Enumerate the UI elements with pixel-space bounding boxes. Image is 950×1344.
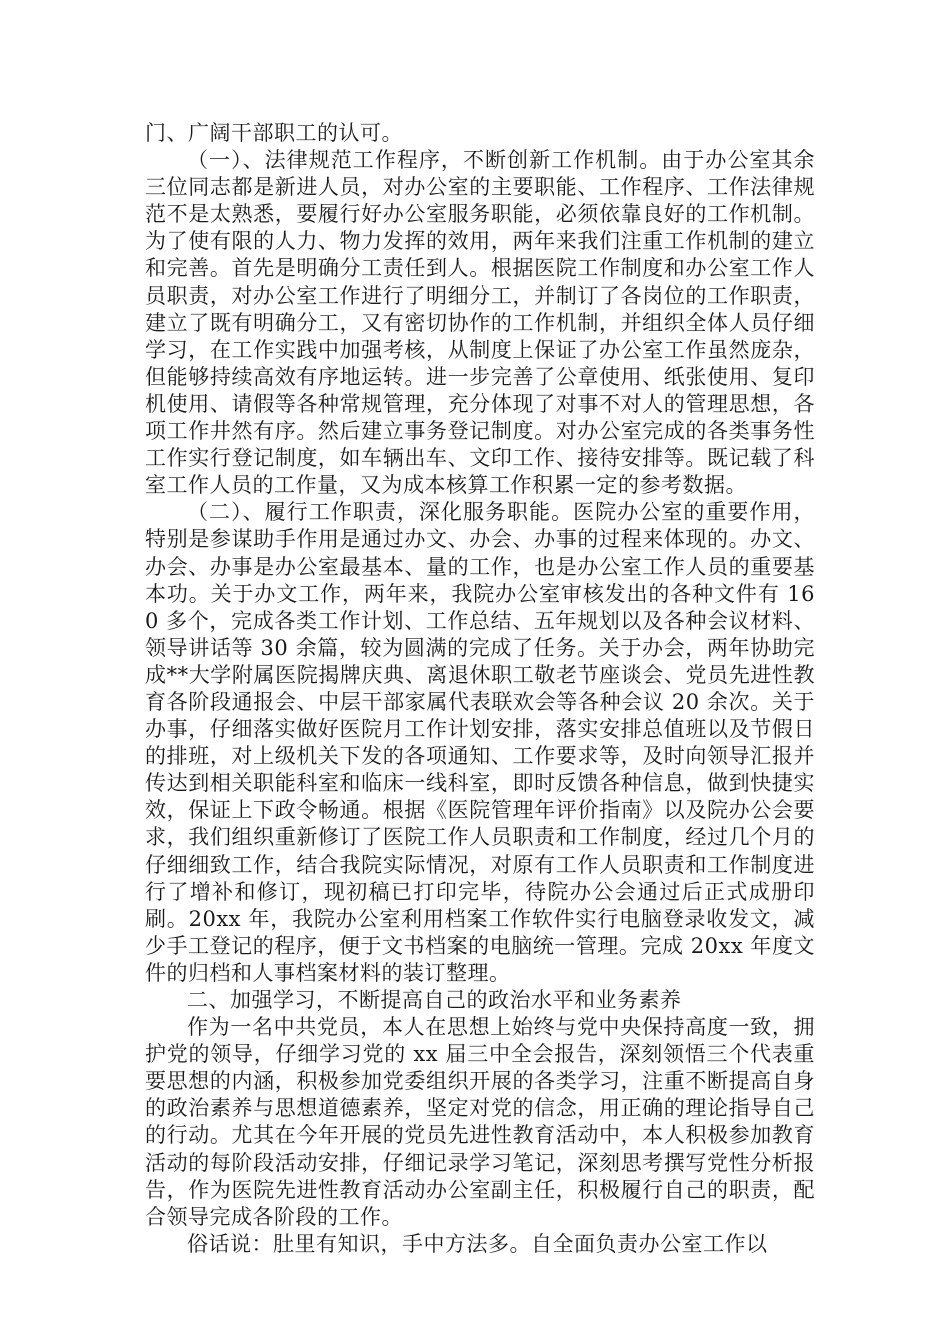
section-heading-study: 二、加强学习，不断提高自己的政治水平和业务素养 (187, 988, 682, 1012)
paragraph-continuation: 门、广阔干部职工的认可。 (145, 121, 403, 145)
document-body (145, 120, 815, 1258)
paragraph-section-1: （一）、法律规范工作程序，不断创新工作机制。由于办公室其余三位同志都是新进人员，对办公室的主要职能、工作程序、工作法律规范不是太熟悉，要履行好办公室服务职能，必须依靠良好的工作机制。为了使有限的人力、物力发挥的效用，两年来我们注重工作机制的建立和完善。首先是明确分工责任到人。根据医院工作制度和办公室工作人员职责，对办公室工作进行了明细分工，并制订了各岗位的工作职责，建立了既有明确分工，又有密切协作的工作机制，并组织全体人员仔细学习，在工作实践中加强考核，从制度上保证了办公室工作虽然庞杂，但能够持续高效有序地运转。进一步完善了公章使用、纸张使用、复印机使用、请假等各种常规管理，充分体现了对事不对人的管理思想，各项工作井然有序。然后建立事务登记制度。对办公室完成的各类事务性工作实行登记制度，如车辆出车、文印工作、接待安排等。既记载了科室工作人员的工作量，又为成本核算工作积累一定的参考数据。 (145, 148, 815, 498)
paragraph-study: 作为一名中共党员，本人在思想上始终与党中央保持高度一致，拥护党的领导，仔细学习党的 xx 届三中全会报告，深刻领悟三个代表重要思想的内涵，积极参加党委组织开展的各类学习，注重不断提高自身的政治素养与思想道德素养，坚定对党的信念，用正确的理论指导自己的行动。尤其在今年开展的党员先进性教育活动中，本人积极参加教育活动的每阶段活动安排，仔细记录学习笔记，深刻思考撰写党性分析报告，作为医院先进性教育活动办公室副主任，积极履行自己的职责，配合领导完成各阶段的工作。 (145, 1015, 815, 1229)
paragraph-section-2: （二）、履行工作职责，深化服务职能。医院办公室的重要作用，特别是参谋助手作用是通过办文、办会、办事的过程来体现的。办文、办会、办事是办公室最基本、量的工作，也是办公室工作人员的重要基本功。关于办文工作，两年来，我院办公室审核发出的各种文件有 160 多个，完成各类工作计划、工作总结、五年规划以及各种会议材料、领导讲话等 30 余篇，较为圆满的完成了任务。关于办会，两年协助完成**大学附属医院揭牌庆典、离退休职工敬老节座谈会、党员先进性教育各阶段通报会、中层干部家属代表联欢会等各种会议 20 余次。关于办事，仔细落实做好医院月工作计划安排，落实安排总值班以及节假日的排班，对上级机关下发的各项通知、工作要求等，及时向领导汇报并传达到相关职能科室和临床一线科室，即时反馈各种信息，做到快捷实效，保证上下政令畅通。根据《医院管理年评价指南》以及院办公会要求，我们组织重新修订了医院工作人员职责和工作制度，经过几个月的仔细细致工作，结合我院实际情况，对原有工作人员职责和工作制度进行了增补和修订，现初稿已打印完毕，待院办公会通过后正式成册印刷。20xx 年，我院办公室利用档案工作软件实行电脑登录收发文，减少手工登记的程序，便于文书档案的电脑统一管理。完成 20xx 年度文件的归档和人事档案材料的装订整理。 (145, 500, 815, 985)
paragraph-proverb: 俗话说：肚里有知识，手中方法多。自全面负责办公室工作以 (187, 1231, 768, 1256)
